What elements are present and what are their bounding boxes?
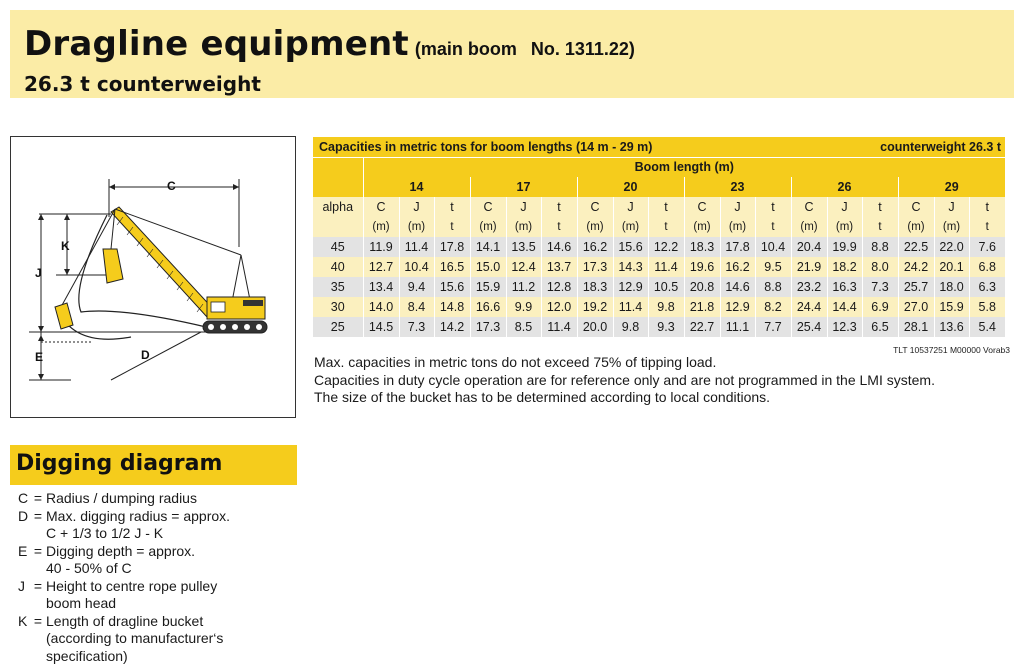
column-label: t <box>648 197 684 217</box>
boom-length-value: 20 <box>577 177 684 197</box>
legend-row <box>18 578 298 596</box>
capacity-value: 8.8 <box>862 237 898 257</box>
legend-equals: = <box>33 612 43 629</box>
alpha-unit-empty <box>313 217 363 237</box>
legend-text: boom head <box>46 595 117 611</box>
column-label: C <box>363 197 399 217</box>
column-label: t <box>969 197 1005 217</box>
data-row <box>313 277 1005 297</box>
capacity-value: 12.0 <box>541 297 577 317</box>
label-e: E <box>35 350 44 364</box>
legend-equals: = <box>33 577 43 594</box>
capacity-value: 25.7 <box>898 277 934 297</box>
legend-text: Radius / dumping radius <box>46 490 197 506</box>
unit-label: (m) <box>613 217 648 237</box>
legend-equals: = <box>33 507 43 524</box>
boom-length-value: 17 <box>470 177 577 197</box>
label-k: K <box>61 239 70 253</box>
legend-equals: = <box>33 542 43 559</box>
capacity-value: 27.0 <box>898 297 934 317</box>
capacity-value: 13.5 <box>506 237 541 257</box>
note-line: Max. capacities in metric tons do not exceed 75% of tipping load. <box>314 354 717 370</box>
capacity-value: 8.5 <box>506 317 541 337</box>
legend-text: Max. digging radius = approx. <box>46 507 231 524</box>
capacity-value: 20.8 <box>684 277 720 297</box>
capacity-value: 15.9 <box>934 297 969 317</box>
legend-key <box>18 560 30 578</box>
capacity-value: 22.7 <box>684 317 720 337</box>
capacity-value: 15.6 <box>613 237 648 257</box>
legend-text: (according to manufacturer‘s <box>46 630 224 646</box>
capacity-value: 11.1 <box>720 317 755 337</box>
capacity-value: 6.3 <box>969 277 1005 297</box>
capacity-value: 5.8 <box>969 297 1005 317</box>
data-row <box>313 297 1005 317</box>
legend-row <box>18 543 298 561</box>
capacity-value: 21.8 <box>684 297 720 317</box>
boom-number-row <box>313 177 1005 197</box>
page-title <box>24 24 635 64</box>
capacity-value: 21.9 <box>791 257 827 277</box>
column-label: t <box>434 197 470 217</box>
capacity-value: 16.2 <box>577 237 613 257</box>
column-label: J <box>934 197 969 217</box>
unit-label: (m) <box>684 217 720 237</box>
column-label: t <box>862 197 898 217</box>
unit-label: (m) <box>363 217 399 237</box>
capacity-value: 5.4 <box>969 317 1005 337</box>
legend-text: Digging depth = approx. <box>46 542 196 559</box>
unit-label: t <box>648 217 684 237</box>
reference-code: TLT 10537251 M00000 Vorab3 <box>893 345 1010 355</box>
legend-row <box>18 595 298 613</box>
legend-equals <box>30 595 46 613</box>
unit-label: (m) <box>827 217 862 237</box>
capacity-value: 11.4 <box>613 297 648 317</box>
column-label: C <box>684 197 720 217</box>
capacity-value: 24.4 <box>791 297 827 317</box>
legend-key: C <box>18 490 29 506</box>
unit-label: t <box>755 217 791 237</box>
capacity-value: 15.9 <box>470 277 506 297</box>
legend-text: Height to centre rope pulley <box>46 577 218 594</box>
capacity-value: 18.2 <box>827 257 862 277</box>
note-line: The size of the bucket has to be determined according to local conditions. <box>314 389 771 405</box>
alpha-value: 45 <box>313 237 363 257</box>
capacity-value: 8.8 <box>755 277 791 297</box>
legend-key: J <box>18 577 25 594</box>
capacity-value: 16.6 <box>470 297 506 317</box>
capacity-value: 10.5 <box>648 277 684 297</box>
capacity-value: 7.3 <box>399 317 434 337</box>
capacity-value: 6.9 <box>862 297 898 317</box>
table-title-row <box>313 137 1005 157</box>
legend-equals <box>30 525 46 543</box>
capacity-value: 12.8 <box>541 277 577 297</box>
dragline-illustration <box>11 137 297 419</box>
legend-row <box>18 613 298 631</box>
table-title-right: counterweight 26.3 t <box>827 137 1005 157</box>
legend-text: Length of dragline bucket <box>46 612 204 629</box>
table-corner <box>313 157 363 197</box>
legend-text: C + 1/3 to 1/2 J - K <box>46 525 164 541</box>
column-label: t <box>755 197 791 217</box>
capacity-value: 7.7 <box>755 317 791 337</box>
notes <box>314 354 935 407</box>
capacity-value: 22.5 <box>898 237 934 257</box>
column-label: J <box>720 197 755 217</box>
data-row <box>313 257 1005 277</box>
column-label-row <box>313 197 1005 217</box>
column-label: C <box>470 197 506 217</box>
capacity-value: 12.3 <box>827 317 862 337</box>
capacity-value: 14.5 <box>363 317 399 337</box>
column-label: J <box>827 197 862 217</box>
capacity-value: 17.8 <box>720 237 755 257</box>
capacity-value: 9.5 <box>755 257 791 277</box>
capacity-value: 20.0 <box>577 317 613 337</box>
capacity-value: 14.4 <box>827 297 862 317</box>
data-row <box>313 317 1005 337</box>
capacity-value: 8.2 <box>755 297 791 317</box>
legend-key <box>18 525 30 543</box>
column-label: J <box>399 197 434 217</box>
capacity-value: 13.4 <box>363 277 399 297</box>
capacity-value: 11.2 <box>506 277 541 297</box>
column-label: C <box>577 197 613 217</box>
capacity-value: 11.4 <box>399 237 434 257</box>
boom-length-value: 14 <box>363 177 470 197</box>
title-text: Dragline equipment <box>24 24 409 64</box>
capacity-value: 19.6 <box>684 257 720 277</box>
boom-length-value: 26 <box>791 177 898 197</box>
legend-row <box>18 490 298 508</box>
capacity-value: 25.4 <box>791 317 827 337</box>
capacity-value: 18.3 <box>684 237 720 257</box>
capacity-value: 19.2 <box>577 297 613 317</box>
column-label: C <box>898 197 934 217</box>
capacity-value: 9.9 <box>506 297 541 317</box>
capacity-value: 24.2 <box>898 257 934 277</box>
capacity-value: 12.7 <box>363 257 399 277</box>
unit-label: (m) <box>577 217 613 237</box>
capacity-value: 15.0 <box>470 257 506 277</box>
capacity-value: 7.3 <box>862 277 898 297</box>
capacity-value: 16.5 <box>434 257 470 277</box>
alpha-value: 30 <box>313 297 363 317</box>
label-d: D <box>141 348 150 362</box>
column-label: t <box>541 197 577 217</box>
capacity-value: 9.4 <box>399 277 434 297</box>
capacity-value: 14.6 <box>720 277 755 297</box>
capacity-value: 12.9 <box>720 297 755 317</box>
capacity-value: 18.0 <box>934 277 969 297</box>
capacity-value: 16.3 <box>827 277 862 297</box>
legend-key <box>18 648 30 666</box>
capacity-value: 16.2 <box>720 257 755 277</box>
capacity-value: 18.3 <box>577 277 613 297</box>
unit-row <box>313 217 1005 237</box>
table-title-left: Capacities in metric tons for boom lengths (14 m - 29 m) <box>313 137 827 157</box>
capacity-value: 14.3 <box>613 257 648 277</box>
subtitle-part-b: No. 1311.22) <box>530 39 635 59</box>
legend-equals: = <box>33 490 43 506</box>
legend-equals <box>30 560 46 578</box>
capacity-value: 6.8 <box>969 257 1005 277</box>
label-c: C <box>167 179 176 193</box>
capacity-value: 14.6 <box>541 237 577 257</box>
capacity-value: 11.4 <box>541 317 577 337</box>
capacity-value: 14.8 <box>434 297 470 317</box>
counterweight-title: 26.3 t counterweight <box>24 72 261 96</box>
unit-label: (m) <box>898 217 934 237</box>
legend-text: 40 - 50% of C <box>46 560 132 576</box>
legend-row <box>18 508 298 526</box>
legend-row <box>18 560 298 578</box>
unit-label: (m) <box>720 217 755 237</box>
unit-label: (m) <box>399 217 434 237</box>
capacity-value: 11.9 <box>363 237 399 257</box>
digging-legend <box>18 490 298 665</box>
capacity-value: 7.6 <box>969 237 1005 257</box>
legend-key <box>18 595 30 613</box>
capacity-value: 10.4 <box>399 257 434 277</box>
legend-key: K <box>18 612 28 629</box>
boom-length-value: 23 <box>684 177 791 197</box>
capacity-value: 12.4 <box>506 257 541 277</box>
unit-label: (m) <box>506 217 541 237</box>
page-header <box>10 10 1014 98</box>
column-label: J <box>613 197 648 217</box>
note-line: Capacities in duty cycle operation are for reference only and are not programmed in the LMI system. <box>314 371 935 388</box>
capacity-table <box>313 137 1005 337</box>
legend-row <box>18 630 298 648</box>
capacity-value: 20.1 <box>934 257 969 277</box>
column-label: J <box>506 197 541 217</box>
subtitle-part-a: (main boom <box>414 39 517 59</box>
alpha-value: 25 <box>313 317 363 337</box>
legend-row <box>18 648 298 666</box>
legend-key: D <box>18 507 29 524</box>
legend-row <box>18 525 298 543</box>
capacity-value: 15.6 <box>434 277 470 297</box>
data-row <box>313 237 1005 257</box>
capacity-value: 13.6 <box>934 317 969 337</box>
capacity-value: 13.7 <box>541 257 577 277</box>
capacity-value: 28.1 <box>898 317 934 337</box>
capacity-value: 17.8 <box>434 237 470 257</box>
capacity-value: 22.0 <box>934 237 969 257</box>
column-label: C <box>791 197 827 217</box>
legend-equals <box>30 630 46 648</box>
digging-heading-text: Digging diagram <box>16 451 223 476</box>
capacity-value: 14.1 <box>470 237 506 257</box>
capacity-value: 20.4 <box>791 237 827 257</box>
capacity-value: 14.0 <box>363 297 399 317</box>
legend-equals <box>30 648 46 666</box>
capacity-value: 8.4 <box>399 297 434 317</box>
legend-key: E <box>18 542 28 559</box>
capacity-value: 14.2 <box>434 317 470 337</box>
unit-label: (m) <box>470 217 506 237</box>
legend-key <box>18 630 30 648</box>
alpha-value: 40 <box>313 257 363 277</box>
legend-text: specification) <box>46 647 128 664</box>
capacity-value: 19.9 <box>827 237 862 257</box>
capacity-value: 23.2 <box>791 277 827 297</box>
alpha-label: alpha <box>313 197 363 217</box>
capacity-value: 11.4 <box>648 257 684 277</box>
boom-length-value: 29 <box>898 177 1005 197</box>
capacity-value: 9.8 <box>648 297 684 317</box>
unit-label: t <box>862 217 898 237</box>
capacity-value: 17.3 <box>577 257 613 277</box>
capacity-value: 9.8 <box>613 317 648 337</box>
alpha-value: 35 <box>313 277 363 297</box>
boom-length-header-row <box>313 157 1005 177</box>
boom-length-header: Boom length (m) <box>363 157 1005 177</box>
capacity-value: 6.5 <box>862 317 898 337</box>
capacity-value: 17.3 <box>470 317 506 337</box>
capacity-value: 8.0 <box>862 257 898 277</box>
capacity-value: 12.2 <box>648 237 684 257</box>
unit-label: t <box>434 217 470 237</box>
label-j: J <box>35 266 42 280</box>
unit-label: (m) <box>791 217 827 237</box>
capacity-value: 10.4 <box>755 237 791 257</box>
unit-label: t <box>541 217 577 237</box>
unit-label: t <box>969 217 1005 237</box>
capacity-value: 12.9 <box>613 277 648 297</box>
digging-diagram-heading <box>10 445 297 485</box>
capacity-value: 9.3 <box>648 317 684 337</box>
unit-label: (m) <box>934 217 969 237</box>
digging-diagram-figure <box>10 136 296 418</box>
